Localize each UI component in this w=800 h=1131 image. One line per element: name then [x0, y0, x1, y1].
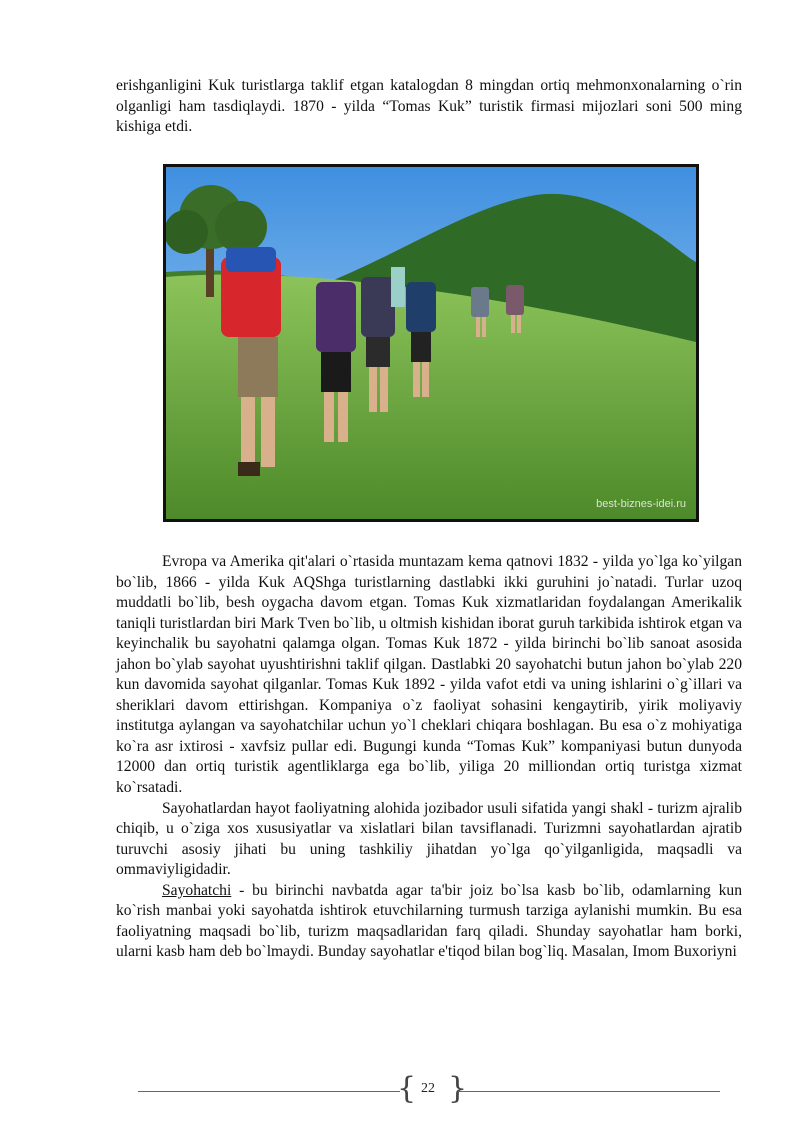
paragraph-tourism: Sayohatlardan hayot faoliyatning alohida jozibador usuli sifatida yangi shakl - turizm ajralib chiqib, u o`ziga xos xususiyatlar va xislatlari bilan tavsiflanadi. Turizmni sayohatlardan ajratib turuvchi asosiy jihati bu uning tashkiliy jihatdan yo`lga qo`yilganligida, maqsadli va ommaviyligidadir. [116, 799, 742, 879]
footer-rule-right [458, 1091, 720, 1092]
hikers-photo [163, 164, 699, 522]
photo-watermark: best-biznes-idei.ru [596, 498, 686, 510]
page-number: 22 [421, 1081, 435, 1096]
footer-brace-right: } [448, 1071, 468, 1106]
body-text [116, 552, 742, 963]
footer-brace-left: { [397, 1071, 417, 1106]
term-sayohatchi: Sayohatchi [162, 881, 232, 899]
paragraph-history: Evropa va Amerika qit'alari o`rtasida muntazam kema qatnovi 1832 - yilda yo`lga ko`yilgan bo`lib, 1866 - yilda Kuk AQShga turistlarning dastlabki ikki guruhini jo`natadi. Turlar uzoq muddatli bo`lib, besh oygacha davom etgan. Tomas Kuk xizmatlaridan foydalangan Amerikalik taniqli turistlardan biri Mark Tven bo`lib, u oltmish kishidan iborat guruh tarkibida ishtirok etgan va keyinchalik bu sayohatni qalamga olgan. Tomas Kuk 1872 - yilda birinchi bo`lib sanoat asosida jahon bo`ylab sayohat uyushtirishni taklif qilgan. Dastlabki 20 sayohatchi butun jahon bo`ylab 220 kun davomida sayohat qilganlar. Tomas Kuk 1892 - yilda vafot etdi va uning ishlarini o`g`illari va sheriklari davom ettirishgan. Kompaniya o`z faoliyat sohasini kengaytirib, yirik moliyaviy institutga aylangan va sayohatchilar uchun yo`l cheklari chiqara boshlagan. Bu esa o`z mohiyatiga ko`ra asr ixtirosi - xavfsiz pullar edi. Bugungi kunda “Tomas Kuk” kompaniyasi butun dunyoda 12000 dan ortiq turistik agentliklarga ega bo`lib, yiliga 20 milliondan ortiq turistga xizmat ko`rsatadi. [116, 553, 742, 797]
footer-rule-left [138, 1091, 400, 1092]
paragraph-traveler-text: - bu birinchi navbatda agar ta'bir joiz bo`lsa kasb bo`lib, odamlarning kun ko`rish manbai yoki sayohatda ishtirok etuvchilarning turmush tarziga aylanishi mumkin. Bu esa faoliyatning maqsadi bo`lib, turizm maqsadlaridan farq qiladi. Shunday sayohatlar ham borki, ularni kasb ham deb bo`lmaydi. Bunday sayohatlar e'tiqod bilan bog`liq. Masalan, Imom Buxoriyni [116, 881, 742, 961]
page-footer [0, 1072, 800, 1112]
hikers-illustration [166, 167, 696, 519]
paragraph-top: erishganligini Kuk turistlarga taklif etgan katalogdan 8 mingdan ortiq mehmonxonalarning o`rin olganligi ham tasdiqlaydi. 1870 - yilda “Tomas Kuk” turistik firmasi mijozlari soni 500 ming kishiga etdi. [116, 77, 742, 135]
paragraph-traveler [116, 881, 742, 963]
